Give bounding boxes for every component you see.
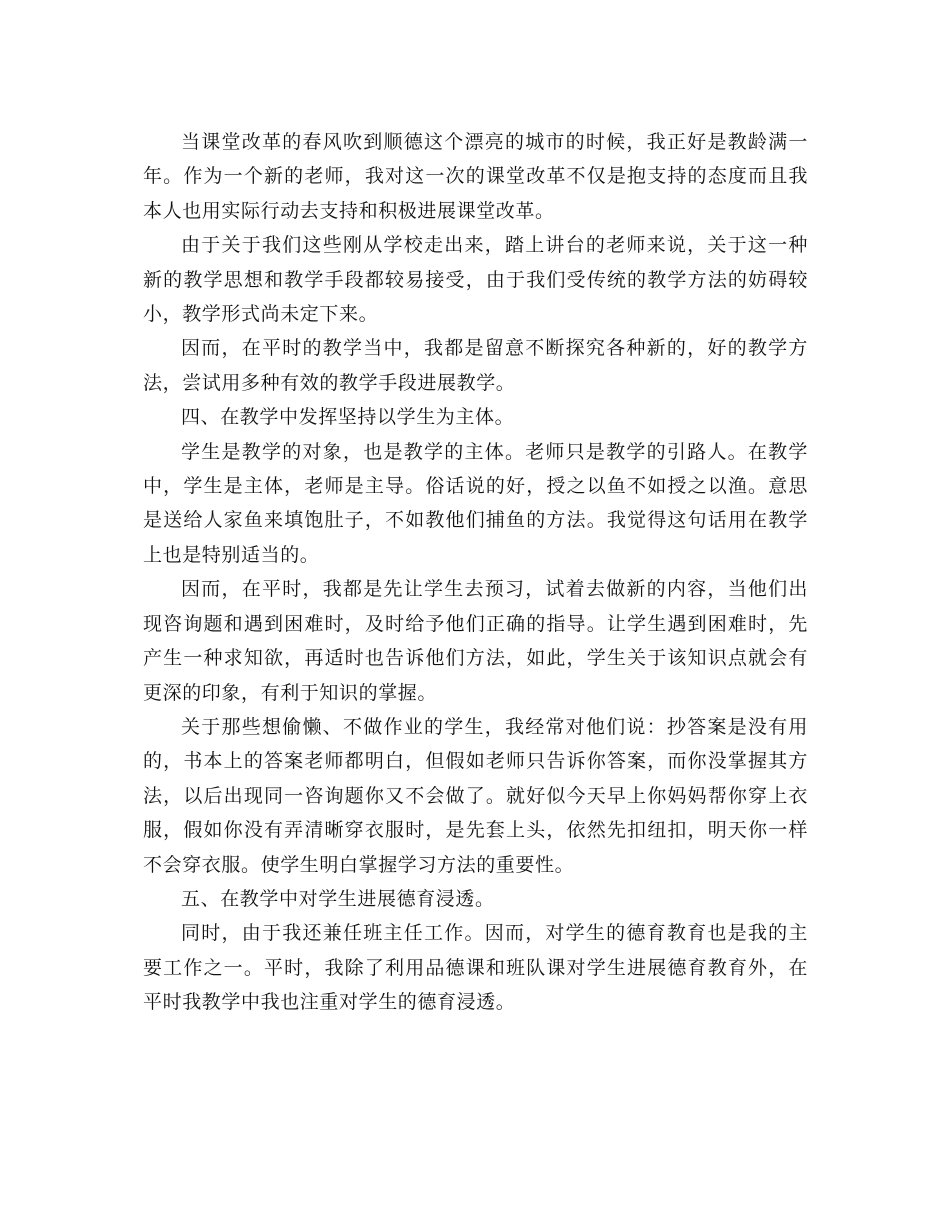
paragraph: 由于关于我们这些刚从学校走出来，踏上讲台的老师来说，关于这一种新的教学思想和教学手段都较易接受，由于我们受传统的教学方法的妨碍较小，教学形式尚未定下来。 bbox=[143, 234, 808, 326]
paragraph: 当课堂改革的春风吹到顺德这个漂亮的城市的时候，我正好是教龄满一年。作为一个新的老师，我对这一次的课堂改革不仅是抱支持的态度而且我本人也用实际行动去支持和积极进展课堂改革。 bbox=[143, 131, 808, 222]
paragraph: 关于那些想偷懒、不做作业的学生，我经常对他们说：抄答案是没有用的，书本上的答案老师都明白，但假如老师只告诉你答案，而你没掌握其方法，以后出现同一咨询题你又不会做了。就好似今天早上你妈妈帮你穿上衣服，假如你没有弄清晰穿衣服时，是先套上头，依然先扣纽扣，明天你一样不会穿衣服。使学生明白掌握学习方法的重要性。 bbox=[143, 715, 808, 876]
paragraph: 因而，在平时的教学当中，我都是留意不断探究各种新的，好的教学方法，尝试用多种有效的教学手段进展教学。 bbox=[143, 337, 808, 394]
paragraph: 学生是教学的对象，也是教学的主体。老师只是教学的引路人。在教学中，学生是主体，老师是主导。俗话说的好，授之以鱼不如授之以渔。意思是送给人家鱼来填饱肚子，不如教他们捕鱼的方法。我觉得这句话用在教学上也是特别适当的。 bbox=[143, 440, 808, 566]
section-heading: 五、在教学中对学生进展德育浸透。 bbox=[181, 887, 495, 910]
section-heading: 四、在教学中发挥坚持以学生为主体。 bbox=[181, 406, 515, 429]
document-body bbox=[143, 125, 808, 1020]
paragraph: 因而，在平时，我都是先让学生去预习，试着去做新的内容，当他们出现咨询题和遇到困难时，及时给予他们正确的指导。让学生遇到困难时，先产生一种求知欲，再适时也告诉他们方法，如此，学生关于该知识点就会有更深的印象，有利于知识的掌握。 bbox=[143, 578, 808, 704]
paragraph: 同时，由于我还兼任班主任工作。因而，对学生的德育教育也是我的主要工作之一。平时，我除了利用品德课和班队课对学生进展德育教育外，在平时我教学中我也注重对学生的德育浸透。 bbox=[143, 922, 808, 1014]
